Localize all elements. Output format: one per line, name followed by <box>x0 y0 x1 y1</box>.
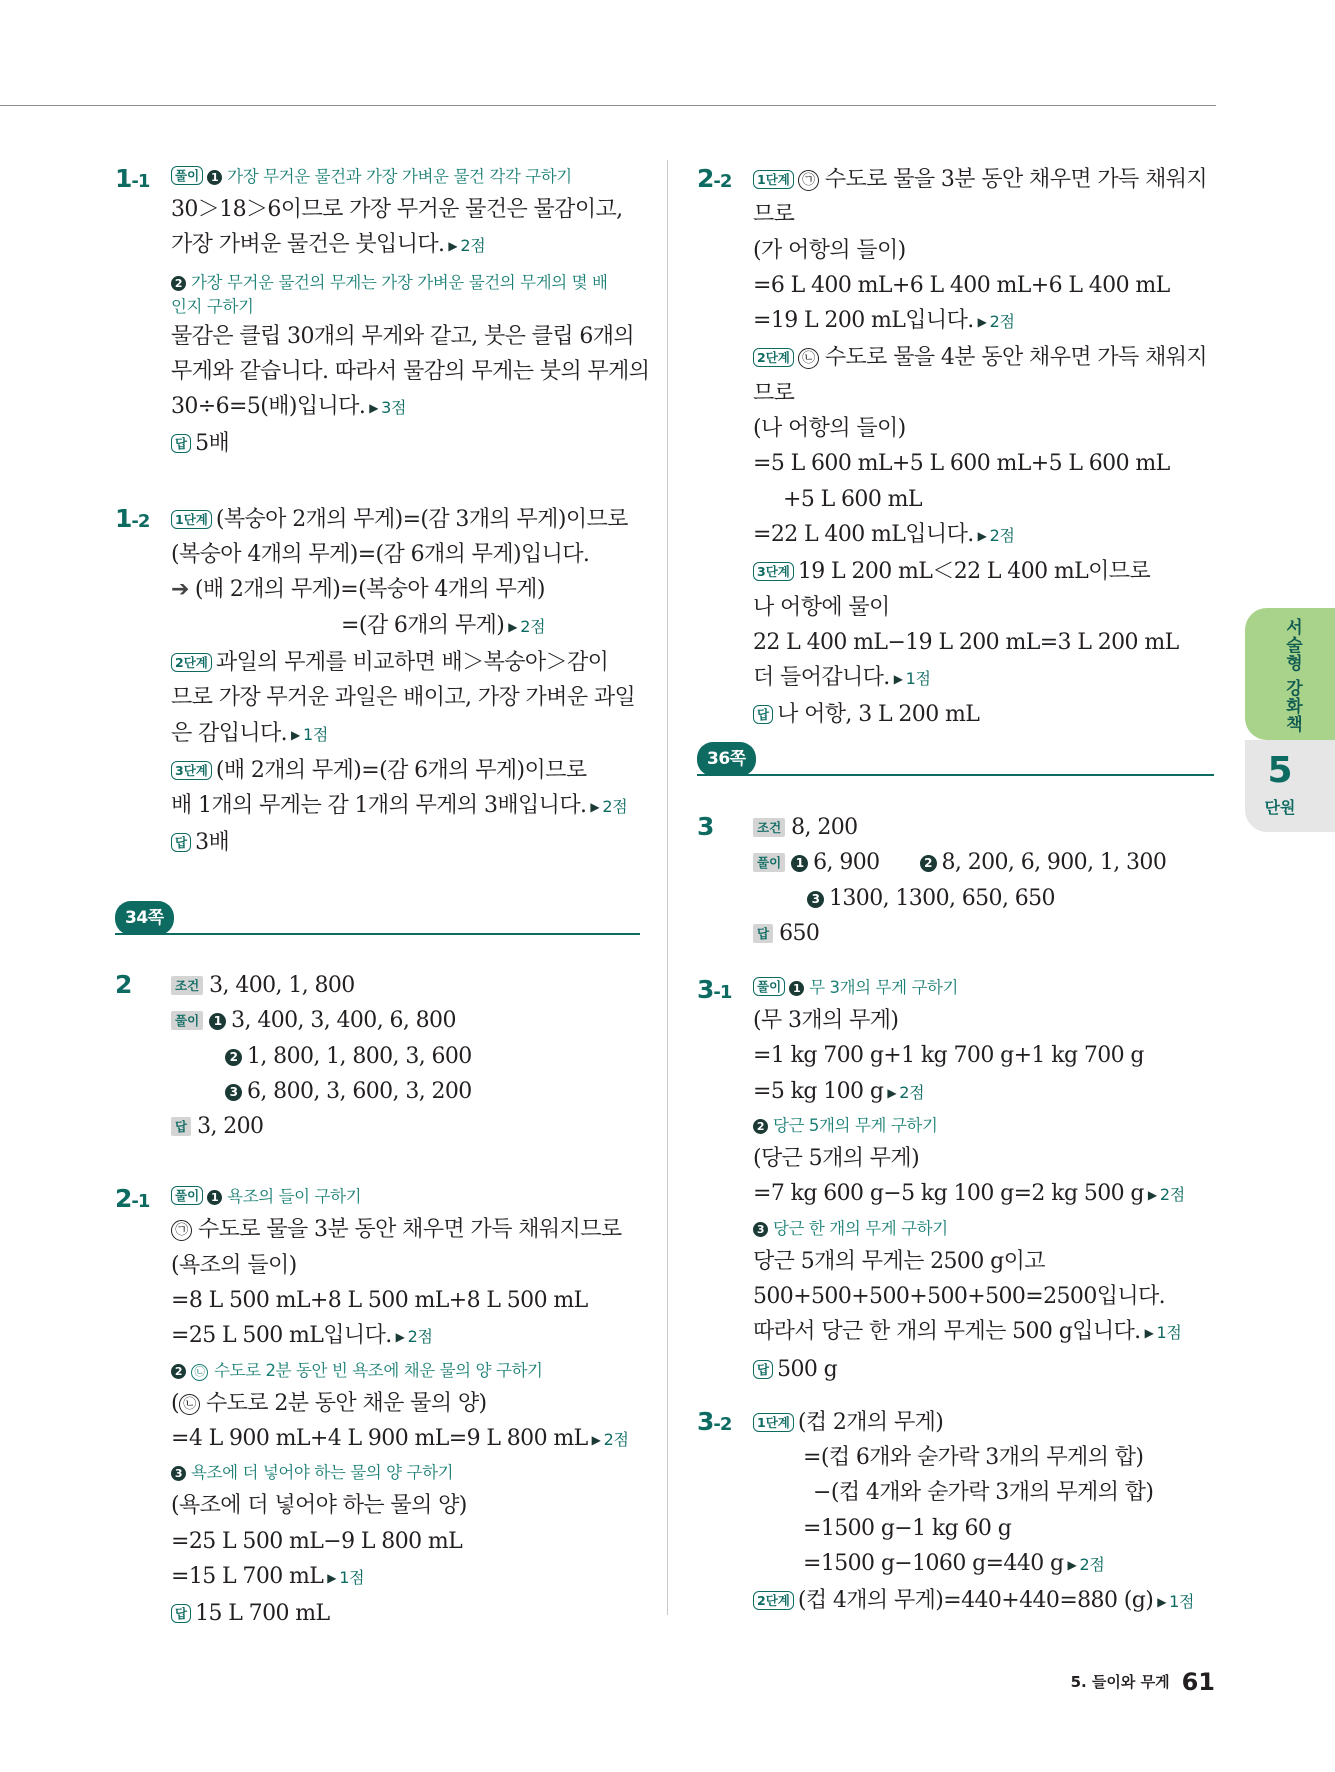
left-column-lower <box>115 968 640 1631</box>
score-mark: ▶ 1점 <box>291 724 329 744</box>
answer-line: 답 나 어항, 3 L 200 mL <box>753 697 1217 732</box>
text-line: =25 L 500 mL입니다. ▶ 2점 <box>171 1323 433 1349</box>
step-heading: 풀이 1 가장 무거운 물건과 가장 가벼운 물건 각각 구하기 <box>171 162 640 192</box>
step-number-icon: 2 <box>753 1119 768 1134</box>
problem-3 <box>697 810 1217 951</box>
answer-badge: 답 <box>171 833 191 852</box>
problem-number: 2-1 <box>115 1184 150 1214</box>
score-mark: ▶ 2점 <box>590 797 628 817</box>
step-heading: 3 당근 한 개의 무게 구하기 <box>753 1214 1217 1244</box>
problem-number: 1-2 <box>115 503 150 533</box>
text-line: 풀이 1 6, 900 2 8, 200, 6, 900, 1, 300 <box>753 845 1217 880</box>
score-mark: ▶ 2점 <box>395 1327 433 1347</box>
step-heading: 풀이 1 무 3개의 무게 구하기 <box>753 973 1217 1003</box>
text-line: 3 6, 800, 3, 600, 3, 200 <box>171 1074 640 1109</box>
step-heading: 2 가장 무거운 물건의 무게는 가장 가벼운 물건의 무게의 몇 배 <box>171 271 640 295</box>
page-number: 61 <box>1181 1668 1215 1696</box>
step-heading: 인지 구하기 <box>171 296 254 316</box>
text-line: (욕조의 들이) <box>171 1252 297 1278</box>
problem-number: 2-2 <box>697 164 732 193</box>
problem-1-1 <box>115 162 650 462</box>
problem-number: 3-2 <box>697 1406 732 1436</box>
right-column <box>697 162 1217 733</box>
circled-letter-icon: ㉡ <box>191 1364 208 1381</box>
section-page-34 <box>115 901 640 941</box>
step-number-icon: 3 <box>171 1466 186 1481</box>
side-tab-title: 서술형 강화책 <box>1282 618 1302 733</box>
score-mark: ▶ 1점 <box>1157 1592 1195 1612</box>
text-line: 므로 <box>753 380 795 406</box>
answer-line: 답 15 L 700 mL <box>171 1596 640 1631</box>
step-badge: 3단계 <box>753 562 794 581</box>
condition-badge: 조건 <box>171 976 203 995</box>
text-line: 2단계 (컵 4개의 무게)=440+440=880 (g) ▶ 1점 <box>753 1583 1217 1620</box>
text-line: 3단계 (배 2개의 무게)=(감 6개의 무게)이므로 <box>171 753 640 788</box>
step-number-icon: 1 <box>791 855 808 872</box>
answer-badge: 답 <box>171 1604 191 1623</box>
solution-badge: 풀이 <box>171 166 203 185</box>
score-mark: ▶ 2점 <box>591 1429 629 1449</box>
text-line: =6 L 400 mL+6 L 400 mL+6 L 400 mL <box>753 272 1170 298</box>
problem-2-1 <box>115 1182 640 1631</box>
text-line: 30÷6=5(배)입니다. ▶ 3점 <box>171 394 407 420</box>
text-line: 풀이 1 3, 400, 3, 400, 6, 800 <box>171 1003 640 1038</box>
text-line: ➔ (배 2개의 무게)=(복숭아 4개의 무게) <box>171 577 545 603</box>
text-line: 므로 <box>753 202 795 228</box>
text-line: =8 L 500 mL+8 L 500 mL+8 L 500 mL <box>171 1288 588 1314</box>
step-number-icon: 1 <box>207 170 222 185</box>
answer-badge: 답 <box>171 1117 191 1136</box>
text-line: 30＞18＞6이므로 가장 무거운 물건은 물감이고, <box>171 197 623 222</box>
score-mark: ▶ 2점 <box>887 1082 925 1102</box>
section-rule <box>115 933 640 935</box>
solution-badge: 풀이 <box>171 1011 203 1030</box>
text-line: =1 kg 700 g+1 kg 700 g+1 kg 700 g <box>753 1043 1144 1069</box>
text-line: 무게와 같습니다. 따라서 물감의 무게는 붓의 무게의 <box>171 358 650 384</box>
score-mark: ▶ 2점 <box>448 236 486 256</box>
answer-badge: 답 <box>753 1360 773 1379</box>
problem-number: 2 <box>115 970 132 999</box>
text-line: =(컵 6개와 숟가락 3개의 무게의 합) <box>803 1445 1144 1471</box>
text-line: (복숭아 4개의 무게)=(감 6개의 무게)입니다. <box>171 542 590 568</box>
score-mark: ▶ 1점 <box>893 669 931 689</box>
text-line: 조건 8, 200 <box>753 810 1217 845</box>
answer-badge: 답 <box>753 705 773 724</box>
text-line: (가 어항의 들이) <box>753 237 906 263</box>
section-rule <box>697 774 1214 776</box>
text-line: 당근 5개의 무게는 2500 g이고 <box>753 1248 1045 1274</box>
step-badge: 2단계 <box>753 1591 794 1610</box>
step-badge: 1단계 <box>753 1413 794 1432</box>
answer-badge: 답 <box>171 434 191 453</box>
condition-badge: 조건 <box>753 818 785 837</box>
step-heading: 2 당근 5개의 무게 구하기 <box>753 1111 1217 1141</box>
problem-1-2 <box>115 502 640 861</box>
arrow-right-icon: ➔ <box>171 577 189 603</box>
step-heading: 2 ㉡ 수도로 2분 동안 빈 욕조에 채운 물의 양 구하기 <box>171 1356 640 1386</box>
side-tab-book-title[interactable] <box>1245 608 1335 740</box>
step-badge: 1단계 <box>171 510 212 529</box>
left-column <box>115 162 650 861</box>
text-line: ㉠ 수도로 물을 3분 동안 채우면 가득 채워지므로 <box>171 1212 640 1247</box>
problem-2-2 <box>697 162 1217 733</box>
page-footer <box>1071 1668 1215 1696</box>
text-line: 가장 가벼운 물건은 붓입니다. ▶ 2점 <box>171 232 486 258</box>
text-line: (무 3개의 무게) <box>753 1008 899 1034</box>
text-line: 므로 가장 무거운 과일은 배이고, 가장 가벼운 과일 <box>171 685 636 711</box>
answer-line: 답 500 g <box>753 1352 1217 1387</box>
text-line: 3 1300, 1300, 650, 650 <box>753 881 1217 916</box>
problem-number: 3-1 <box>697 975 732 1005</box>
step-badge: 3단계 <box>171 761 212 780</box>
column-separator <box>667 160 668 1615</box>
text-line: 배 1개의 무게는 감 1개의 무게의 3배입니다. ▶ 2점 <box>171 793 628 819</box>
text-line: 2 1, 800, 1, 800, 3, 600 <box>171 1039 640 1074</box>
text-line: 더 들어갑니다. ▶ 1점 <box>753 665 931 691</box>
score-mark: ▶ 1점 <box>327 1567 365 1587</box>
text-line: 3단계 19 L 200 mL＜22 L 400 mL이므로 <box>753 554 1217 589</box>
text-line: =15 L 700 mL ▶ 1점 <box>171 1563 365 1589</box>
section-label: 36쪽 <box>697 742 756 776</box>
circled-letter-icon: ㉡ <box>179 1394 200 1415</box>
text-line: =22 L 400 mL입니다. ▶ 2점 <box>753 521 1015 547</box>
text-line: 1단계 (복숭아 2개의 무게)=(감 3개의 무게)이므로 <box>171 502 640 537</box>
text-line: 2단계 ㉡ 수도로 물을 4분 동안 채우면 가득 채워지 <box>753 340 1217 375</box>
step-number-icon: 3 <box>225 1084 242 1101</box>
top-rule <box>0 105 1216 106</box>
step-heading: 풀이 1 욕조의 들이 구하기 <box>171 1182 640 1212</box>
problem-number: 3 <box>697 812 714 841</box>
text-line: =19 L 200 mL입니다. ▶ 2점 <box>753 308 1015 334</box>
circled-letter-icon: ㉠ <box>798 170 819 191</box>
chapter-title: 5. 들이와 무게 <box>1070 1673 1170 1691</box>
problem-3-2 <box>697 1405 1217 1621</box>
solution-badge: 풀이 <box>753 853 785 872</box>
answer-line: 답 650 <box>753 916 1217 951</box>
solution-badge: 풀이 <box>171 1186 203 1205</box>
step-number-icon: 3 <box>753 1222 768 1237</box>
score-mark: ▶ 1점 <box>1144 1323 1182 1343</box>
step-badge: 2단계 <box>753 348 794 367</box>
side-tab-unit[interactable] <box>1245 740 1335 832</box>
section-page-36 <box>697 742 1214 782</box>
problem-2 <box>115 968 640 1144</box>
answer-badge: 답 <box>753 924 773 943</box>
text-line: ( ㉡ 수도로 2분 동안 채운 물의 양) <box>171 1390 487 1416</box>
step-number-icon: 2 <box>920 855 937 872</box>
text-line: =1500 g−1 kg 60 g <box>803 1515 1012 1541</box>
score-mark: ▶ 2점 <box>1147 1185 1185 1205</box>
step-number-icon: 1 <box>209 1013 226 1030</box>
text-line: 나 어항에 물이 <box>753 594 890 620</box>
problem-3-1 <box>697 973 1217 1387</box>
text-line: 1단계 ㉠ 수도로 물을 3분 동안 채우면 가득 채워지 <box>753 162 1217 197</box>
text-line: (당근 5개의 무게) <box>753 1146 920 1172</box>
step-number-icon: 1 <box>789 981 804 996</box>
problem-number: 1-1 <box>115 164 150 193</box>
answer-line: 답 3, 200 <box>171 1109 640 1144</box>
step-badge: 2단계 <box>171 653 212 672</box>
score-mark: ▶ 2점 <box>977 312 1015 332</box>
text-line: =7 kg 600 g−5 kg 100 g=2 kg 500 g ▶ 2점 <box>753 1181 1185 1207</box>
step-badge: 1단계 <box>753 170 794 189</box>
text-line: 500+500+500+500+500=2500입니다. <box>753 1283 1166 1309</box>
text-line: =25 L 500 mL−9 L 800 mL <box>171 1528 463 1554</box>
section-label: 34쪽 <box>115 901 174 935</box>
text-line: 물감은 클립 30개의 무게와 같고, 붓은 클립 6개의 <box>171 323 635 349</box>
text-line: 따라서 당근 한 개의 무게는 500 g입니다. ▶ 1점 <box>753 1319 1182 1345</box>
unit-label: 단원 <box>1264 798 1296 817</box>
text-line: 1단계 (컵 2개의 무게) <box>753 1405 1217 1440</box>
text-line: =5 kg 100 g ▶ 2점 <box>753 1078 925 1104</box>
score-mark: ▶ 2점 <box>508 616 546 636</box>
solution-badge: 풀이 <box>753 977 785 996</box>
text-line: 2단계 과일의 무게를 비교하면 배＞복숭아＞감이 <box>171 645 640 680</box>
text-line: =(감 6개의 무게) ▶ 2점 <box>341 612 546 638</box>
text-line: =5 L 600 mL+5 L 600 mL+5 L 600 mL <box>753 451 1170 477</box>
text-line: 은 감입니다. ▶ 1점 <box>171 720 329 746</box>
unit-number: 5 <box>1267 750 1293 791</box>
step-heading: 3 욕조에 더 넣어야 하는 물의 양 구하기 <box>171 1458 640 1488</box>
step-number-icon: 2 <box>171 276 186 291</box>
score-mark: ▶ 3점 <box>369 398 407 418</box>
step-number-icon: 1 <box>207 1190 222 1205</box>
text-line: +5 L 600 mL <box>783 486 922 512</box>
step-number-icon: 2 <box>171 1364 186 1379</box>
circled-letter-icon: ㉠ <box>171 1220 192 1241</box>
text-line: =4 L 900 mL+4 L 900 mL=9 L 800 mL ▶ 2점 <box>171 1425 629 1451</box>
answer-line: 답 5배 <box>171 426 640 461</box>
text-line: (욕조에 더 넣어야 하는 물의 양) <box>171 1493 467 1519</box>
text-line: 22 L 400 mL−19 L 200 mL=3 L 200 mL <box>753 629 1179 655</box>
text-line: −(컵 4개와 숟가락 3개의 무게의 합) <box>813 1480 1154 1506</box>
score-mark: ▶ 2점 <box>977 525 1015 545</box>
text-line: 조건 3, 400, 1, 800 <box>171 968 640 1003</box>
step-number-icon: 2 <box>225 1049 242 1066</box>
answer-line: 답 3배 <box>171 825 640 860</box>
right-column-lower <box>697 810 1217 1621</box>
circled-letter-icon: ㉡ <box>798 348 819 369</box>
text-line: =1500 g−1060 g=440 g ▶ 2점 <box>803 1551 1105 1577</box>
step-number-icon: 3 <box>807 891 824 908</box>
score-mark: ▶ 2점 <box>1067 1555 1105 1575</box>
text-line: (나 어항의 들이) <box>753 416 906 442</box>
